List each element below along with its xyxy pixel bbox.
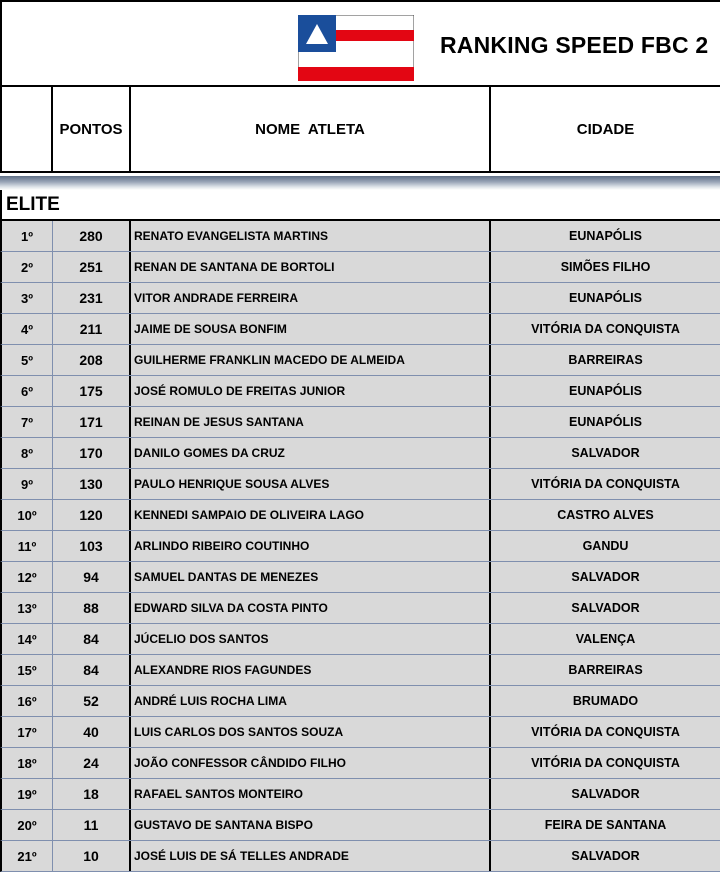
cell-pontos: 94: [53, 562, 131, 592]
cell-pontos: 251: [53, 252, 131, 282]
cell-pontos: 24: [53, 748, 131, 778]
cell-pontos: 280: [53, 221, 131, 251]
ranking-table-body: [0, 221, 720, 872]
cell-cidade: CASTRO ALVES: [557, 508, 654, 522]
cell-pontos: 171: [53, 407, 131, 437]
table-row: [0, 314, 720, 345]
cell-nome: KENNEDI SAMPAIO DE OLIVEIRA LAGO: [131, 500, 491, 530]
cell-cidade: SALVADOR: [571, 787, 640, 801]
table-row: [0, 469, 720, 500]
cell-nome: RENAN DE SANTANA DE BORTOLI: [131, 252, 491, 282]
table-row: [0, 593, 720, 624]
flag-stripe-red-1: [336, 30, 414, 41]
cell-cidade: VITÓRIA DA CONQUISTA: [531, 725, 680, 739]
cell-position: 15º: [2, 655, 53, 685]
cell-cidade: FEIRA DE SANTANA: [544, 818, 667, 832]
cell-cidade: EUNAPÓLIS: [569, 229, 642, 243]
cell-nome: JOSÉ ROMULO DE FREITAS JUNIOR: [131, 376, 491, 406]
category-label: ELITE: [6, 194, 60, 215]
cell-cidade: BARREIRAS: [568, 353, 643, 367]
cell-pontos: 10: [53, 841, 131, 871]
cell-position: 10º: [2, 500, 53, 530]
cell-nome: ALEXANDRE RIOS FAGUNDES: [131, 655, 491, 685]
cell-nome: DANILO GOMES DA CRUZ: [131, 438, 491, 468]
cell-pontos: 84: [53, 655, 131, 685]
cell-pontos: 40: [53, 717, 131, 747]
col-header-nome: NOME ATLETA: [131, 87, 491, 171]
cell-cidade: VITÓRIA DA CONQUISTA: [531, 322, 680, 336]
cell-position: 17º: [2, 717, 53, 747]
cell-position: 5º: [2, 345, 53, 375]
cell-nome: JOSÉ LUIS DE SÁ TELLES ANDRADE: [131, 841, 491, 871]
cell-position: 1º: [2, 221, 53, 251]
cell-pontos: 231: [53, 283, 131, 313]
cell-pontos: 208: [53, 345, 131, 375]
table-row: [0, 407, 720, 438]
cell-nome: JOÃO CONFESSOR CÂNDIDO FILHO: [131, 748, 491, 778]
cell-cidade: VITÓRIA DA CONQUISTA: [531, 477, 680, 491]
cell-nome: JÚCELIO DOS SANTOS: [131, 624, 491, 654]
cell-pontos: 18: [53, 779, 131, 809]
cell-cidade: VALENÇA: [575, 632, 636, 646]
cell-nome: RENATO EVANGELISTA MARTINS: [131, 221, 491, 251]
section-divider: [0, 173, 720, 190]
cell-nome: ANDRÉ LUIS ROCHA LIMA: [131, 686, 491, 716]
cell-pontos: 52: [53, 686, 131, 716]
cell-position: 7º: [2, 407, 53, 437]
cell-nome: GUILHERME FRANKLIN MACEDO DE ALMEIDA: [131, 345, 491, 375]
col-header-position: [0, 87, 53, 171]
table-row: [0, 748, 720, 779]
cell-nome: GUSTAVO DE SANTANA BISPO: [131, 810, 491, 840]
cell-cidade: BRUMADO: [572, 694, 639, 708]
cell-pontos: 211: [53, 314, 131, 344]
cell-position: 18º: [2, 748, 53, 778]
cell-position: 6º: [2, 376, 53, 406]
table-row: [0, 221, 720, 252]
cell-nome: RAFAEL SANTOS MONTEIRO: [131, 779, 491, 809]
table-row: [0, 345, 720, 376]
cell-cidade: SALVADOR: [571, 849, 640, 863]
cell-pontos: 88: [53, 593, 131, 623]
cell-nome: JAIME DE SOUSA BONFIM: [131, 314, 491, 344]
cell-cidade: EUNAPÓLIS: [569, 384, 642, 398]
flag-stripe-red-2: [298, 67, 414, 81]
title-band: [0, 0, 720, 87]
col-header-cidade: CIDADE: [576, 120, 635, 138]
cell-position: 11º: [2, 531, 53, 561]
category-header: [0, 190, 720, 221]
bahia-flag-icon: [298, 15, 414, 81]
cell-cidade: SALVADOR: [571, 446, 640, 460]
cell-cidade: SALVADOR: [571, 570, 640, 584]
cell-nome: VITOR ANDRADE FERREIRA: [131, 283, 491, 313]
cell-pontos: 170: [53, 438, 131, 468]
table-row: [0, 779, 720, 810]
table-row: [0, 283, 720, 314]
table-row: [0, 686, 720, 717]
cell-position: 9º: [2, 469, 53, 499]
table-row: [0, 376, 720, 407]
cell-position: 12º: [2, 562, 53, 592]
cell-cidade: EUNAPÓLIS: [569, 291, 642, 305]
cell-position: 14º: [2, 624, 53, 654]
cell-nome: ARLINDO RIBEIRO COUTINHO: [131, 531, 491, 561]
col-header-pontos: PONTOS: [53, 87, 131, 171]
cell-nome: LUIS CARLOS DOS SANTOS SOUZA: [131, 717, 491, 747]
table-header: [0, 87, 720, 173]
table-row: [0, 810, 720, 841]
cell-position: 13º: [2, 593, 53, 623]
table-row: [0, 717, 720, 748]
cell-position: 2º: [2, 252, 53, 282]
page-title: RANKING SPEED FBC 2: [440, 32, 709, 58]
table-row: [0, 531, 720, 562]
table-row: [0, 438, 720, 469]
cell-cidade: SIMÕES FILHO: [560, 260, 651, 274]
cell-pontos: 11: [53, 810, 131, 840]
cell-cidade: BARREIRAS: [568, 663, 643, 677]
cell-position: 3º: [2, 283, 53, 313]
cell-cidade: SALVADOR: [571, 601, 640, 615]
table-row: [0, 655, 720, 686]
cell-pontos: 130: [53, 469, 131, 499]
cell-cidade: GANDU: [582, 539, 629, 553]
cell-nome: EDWARD SILVA DA COSTA PINTO: [131, 593, 491, 623]
cell-position: 8º: [2, 438, 53, 468]
cell-cidade: VITÓRIA DA CONQUISTA: [531, 756, 680, 770]
cell-position: 19º: [2, 779, 53, 809]
cell-position: 21º: [2, 841, 53, 871]
cell-pontos: 120: [53, 500, 131, 530]
table-row: [0, 252, 720, 283]
cell-pontos: 84: [53, 624, 131, 654]
table-row: [0, 624, 720, 655]
table-row: [0, 841, 720, 872]
table-row: [0, 500, 720, 531]
cell-position: 16º: [2, 686, 53, 716]
cell-pontos: 175: [53, 376, 131, 406]
cell-position: 4º: [2, 314, 53, 344]
cell-nome: PAULO HENRIQUE SOUSA ALVES: [131, 469, 491, 499]
table-row: [0, 562, 720, 593]
cell-pontos: 103: [53, 531, 131, 561]
cell-nome: REINAN DE JESUS SANTANA: [131, 407, 491, 437]
cell-cidade: EUNAPÓLIS: [569, 415, 642, 429]
cell-position: 20º: [2, 810, 53, 840]
cell-nome: SAMUEL DANTAS DE MENEZES: [131, 562, 491, 592]
